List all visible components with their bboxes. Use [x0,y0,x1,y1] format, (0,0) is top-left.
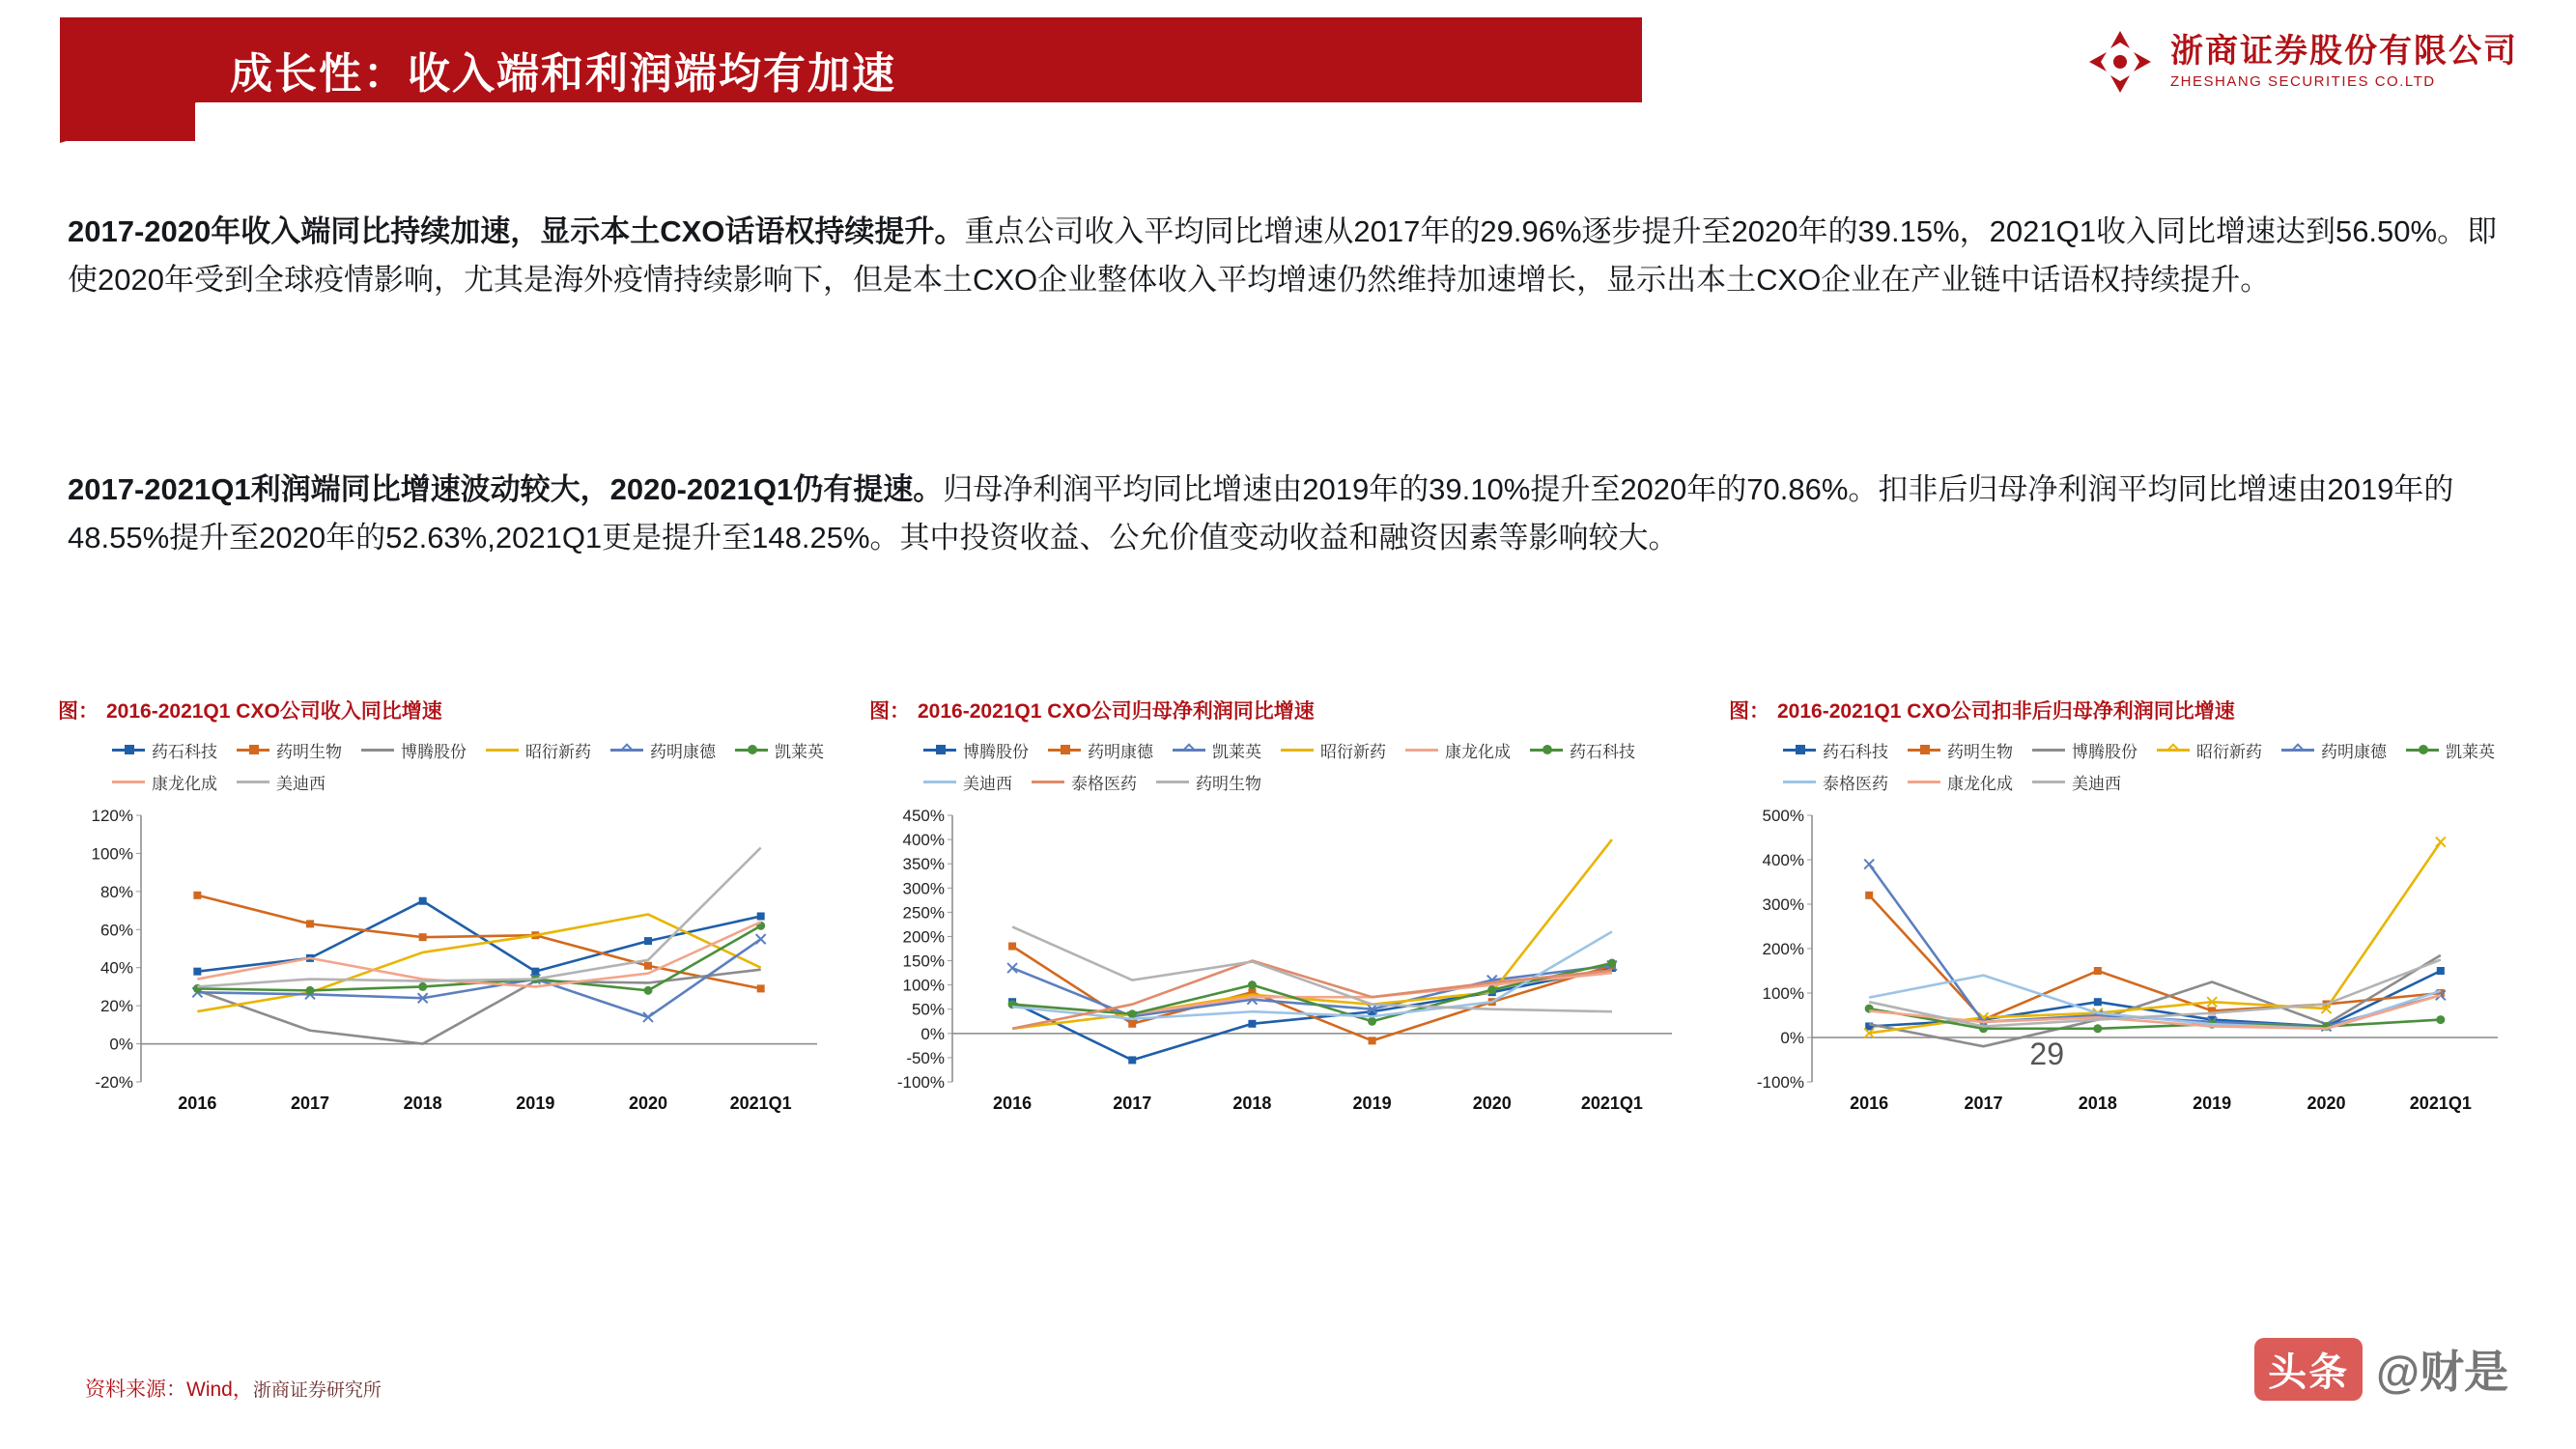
svg-text:100%: 100% [1762,984,1804,1003]
svg-text:300%: 300% [902,879,945,898]
chart-1-legend-item [361,738,467,762]
svg-text:60%: 60% [99,921,133,940]
svg-text:0%: 0% [109,1035,133,1054]
zheshang-logo-icon [2087,29,2153,95]
svg-text:250%: 250% [902,903,945,923]
legend-swatch-icon [1783,781,1816,783]
charts-row [0,696,2576,1372]
legend-label: 博腾股份 [2072,743,2137,761]
svg-text:2020: 2020 [1472,1094,1512,1113]
svg-text:0%: 0% [920,1024,945,1043]
svg-text:2018: 2018 [2078,1094,2117,1113]
chart-1-legend-item [237,738,342,762]
chart-panel-adjusted-profit [1729,696,2540,1372]
chart-3-title: 2016-2021Q1 CXO公司扣非后归母净利润同比增速 [1777,700,2235,723]
svg-text:-100%: -100% [1756,1073,1804,1092]
svg-text:150%: 150% [902,952,945,971]
legend-label: 药明康德 [650,743,716,761]
chart-3-legend-item [1908,770,2013,794]
chart-1-legend [112,738,856,802]
chart-2-legend-item [1048,738,1153,762]
chart-2-legend-item [1530,738,1635,762]
chart-panel-net-profit [869,696,1719,1372]
svg-text:2016: 2016 [178,1094,217,1113]
svg-text:2016: 2016 [993,1094,1033,1113]
svg-text:-100%: -100% [896,1073,945,1092]
svg-text:2017: 2017 [1113,1094,1152,1113]
legend-swatch-icon [1405,749,1438,752]
svg-text:2021Q1: 2021Q1 [729,1094,792,1113]
chart-2-plot [869,806,1719,1124]
legend-label: 药明生物 [276,743,342,761]
svg-text:100%: 100% [902,976,945,995]
svg-text:300%: 300% [1762,895,1804,914]
chart-3-legend-item [2032,738,2137,762]
logo-company-name: 浙商证券股份有限公司 [2170,32,2518,70]
page-number: 29 [2029,1037,2064,1071]
legend-swatch-icon [2406,749,2439,752]
paragraph-2-bold: 2017-2021Q1利润端同比增速波动较大，2020-2021Q1仍有提速。 [68,472,944,506]
svg-text:2021Q1: 2021Q1 [1580,1094,1643,1113]
legend-label: 药石科技 [152,743,217,761]
legend-label: 昭衍新药 [2196,743,2262,761]
chart-3-legend-item [1908,738,2013,762]
chart-2-legend-item [1156,770,1261,794]
source-note [85,1374,382,1403]
chart-2-caption-label: 图： [869,700,910,723]
svg-text:2017: 2017 [1964,1094,2003,1113]
svg-text:400%: 400% [1762,851,1804,869]
chart-3-legend-item [1783,770,1888,794]
chart-2-legend-item [923,738,1029,762]
svg-text:2021Q1: 2021Q1 [2409,1094,2472,1113]
chart-2-legend-item [1281,738,1386,762]
chart-3-legend-item [1783,738,1888,762]
paragraph-growth-revenue [68,208,2502,304]
legend-swatch-icon [1156,781,1189,783]
legend-label: 康龙化成 [152,775,217,793]
svg-text:200%: 200% [902,927,945,947]
page-header [0,0,2576,179]
svg-text:2016: 2016 [1850,1094,1889,1113]
svg-text:350%: 350% [902,855,945,874]
company-logo [2087,29,2518,95]
legend-swatch-icon [486,749,519,752]
chart-1-title: 2016-2021Q1 CXO公司收入同比增速 [106,700,442,723]
legend-label: 康龙化成 [1947,775,2013,793]
svg-text:40%: 40% [99,958,133,978]
legend-label: 凯莱英 [1212,743,1261,761]
legend-swatch-icon [112,749,145,752]
chart-1-legend-item [610,738,716,762]
legend-swatch-icon [1032,781,1064,783]
legend-label: 凯莱英 [775,743,824,761]
legend-swatch-icon [1048,749,1081,752]
chart-2-legend [923,738,1715,802]
svg-text:2020: 2020 [2307,1094,2346,1113]
legend-swatch-icon [2032,781,2065,783]
legend-swatch-icon [923,781,956,783]
chart-2-caption [869,696,1719,724]
chart-3-caption [1729,696,2540,724]
paragraph-growth-profit [68,466,2502,562]
chart-1-legend-item [112,738,217,762]
paragraph-2-text: 归母净利润平均同比增速由2019年的39.10%提升至2020年的70.86%。扣非后归母净利润平均同比增速由2019年的48.55%提升至2020年的52.63%,2021Q1更是提升至148.25%。其中投资收益、公允价值变动收益和融资因素等影响较大。 [68,472,2454,555]
chart-2-legend-item [1032,770,1137,794]
chart-3-legend-item [2281,738,2387,762]
svg-text:50%: 50% [911,1000,945,1019]
legend-label: 药石科技 [1570,743,1635,761]
legend-swatch-icon [237,749,269,752]
legend-label: 药石科技 [1823,743,1888,761]
legend-label: 博腾股份 [401,743,467,761]
chart-1-legend-item [112,770,217,794]
svg-text:-20%: -20% [95,1073,133,1092]
legend-label: 泰格医药 [1823,775,1888,793]
legend-swatch-icon [2281,749,2314,752]
chart-3-legend [1783,738,2536,802]
logo-company-name-en: ZHESHANG SECURITIES CO.LTD [2170,73,2436,91]
chart-3-legend-item [2406,738,2495,762]
legend-swatch-icon [1908,781,1940,783]
chart-2-title: 2016-2021Q1 CXO公司归母净利润同比增速 [918,700,1315,723]
legend-swatch-icon [112,781,145,783]
chart-3-legend-item [2032,770,2121,794]
svg-text:450%: 450% [902,807,945,825]
legend-label: 昭衍新药 [1320,743,1386,761]
legend-swatch-icon [2032,749,2065,752]
chart-3-plot [1729,806,2540,1124]
legend-swatch-icon [1281,749,1314,752]
legend-swatch-icon [1783,749,1816,752]
svg-text:2019: 2019 [2193,1094,2232,1113]
svg-text:120%: 120% [91,807,133,825]
legend-swatch-icon [1173,749,1205,752]
svg-text:200%: 200% [1762,940,1804,958]
svg-text:2018: 2018 [1232,1094,1272,1113]
legend-label: 凯莱英 [2446,743,2495,761]
watermark [2254,1337,2508,1401]
chart-2-legend-item [1173,738,1261,762]
svg-text:2017: 2017 [290,1094,330,1113]
legend-swatch-icon [1530,749,1563,752]
svg-text:-50%: -50% [906,1048,945,1067]
chart-1-legend-item [735,738,824,762]
legend-swatch-icon [361,749,394,752]
chart-1-legend-item [237,770,326,794]
chart-2-legend-item [1405,738,1511,762]
svg-text:100%: 100% [91,844,133,864]
svg-text:0%: 0% [1780,1029,1804,1047]
legend-swatch-icon [923,749,956,752]
legend-label: 博腾股份 [963,743,1029,761]
svg-text:2018: 2018 [403,1094,442,1113]
svg-text:20%: 20% [99,997,133,1016]
chart-3-caption-label: 图： [1729,700,1769,723]
svg-text:500%: 500% [1762,807,1804,825]
chart-1-legend-item [486,738,591,762]
svg-text:2019: 2019 [1352,1094,1392,1113]
svg-text:80%: 80% [99,882,133,901]
chart-1-plot [58,806,860,1124]
legend-label: 美迪西 [276,775,326,793]
source-institute: 浙商证券研究所 [252,1380,382,1401]
legend-swatch-icon [1908,749,1940,752]
chart-3-legend-item [2157,738,2262,762]
chart-2-legend-item [923,770,1012,794]
chart-1-caption [58,696,860,724]
paragraph-1-bold: 2017-2020年收入端同比持续加速，显示本土CXO话语权持续提升。 [68,214,965,248]
legend-label: 昭衍新药 [525,743,591,761]
legend-label: 康龙化成 [1445,743,1511,761]
legend-swatch-icon [2157,749,2190,752]
legend-label: 泰格医药 [1071,775,1137,793]
legend-label: 美迪西 [2072,775,2121,793]
svg-text:2019: 2019 [516,1094,555,1113]
legend-label: 药明生物 [1196,775,1261,793]
legend-label: 药明康德 [2321,743,2387,761]
source-label: 资料来源：Wind， [85,1378,253,1401]
legend-label: 美迪西 [963,775,1012,793]
watermark-badge: 头条 [2254,1338,2363,1401]
legend-swatch-icon [610,749,643,752]
legend-label: 药明康德 [1088,743,1153,761]
chart-1-caption-label: 图： [58,700,99,723]
svg-text:2020: 2020 [628,1094,668,1113]
paragraph-1-text: 重点公司收入平均同比增速从2017年的29.96%逐步提升至2020年的39.15%，2021Q1收入同比增速达到56.50%。即使2020年受到全球疫情影响，尤其是海外疫情持续影响下，但是本土CXO企业整体收入平均增速仍然维持加速增长，显示出本土CXO企业在产业链中话语权持续提升。 [68,214,2498,298]
legend-label: 药明生物 [1947,743,2013,761]
watermark-text: @财是 [2376,1347,2508,1397]
chart-panel-revenue [58,696,860,1372]
page-title: 成长性：收入端和利润端均有加速 [230,50,896,98]
legend-swatch-icon [735,749,768,752]
svg-text:400%: 400% [902,831,945,850]
legend-swatch-icon [237,781,269,783]
